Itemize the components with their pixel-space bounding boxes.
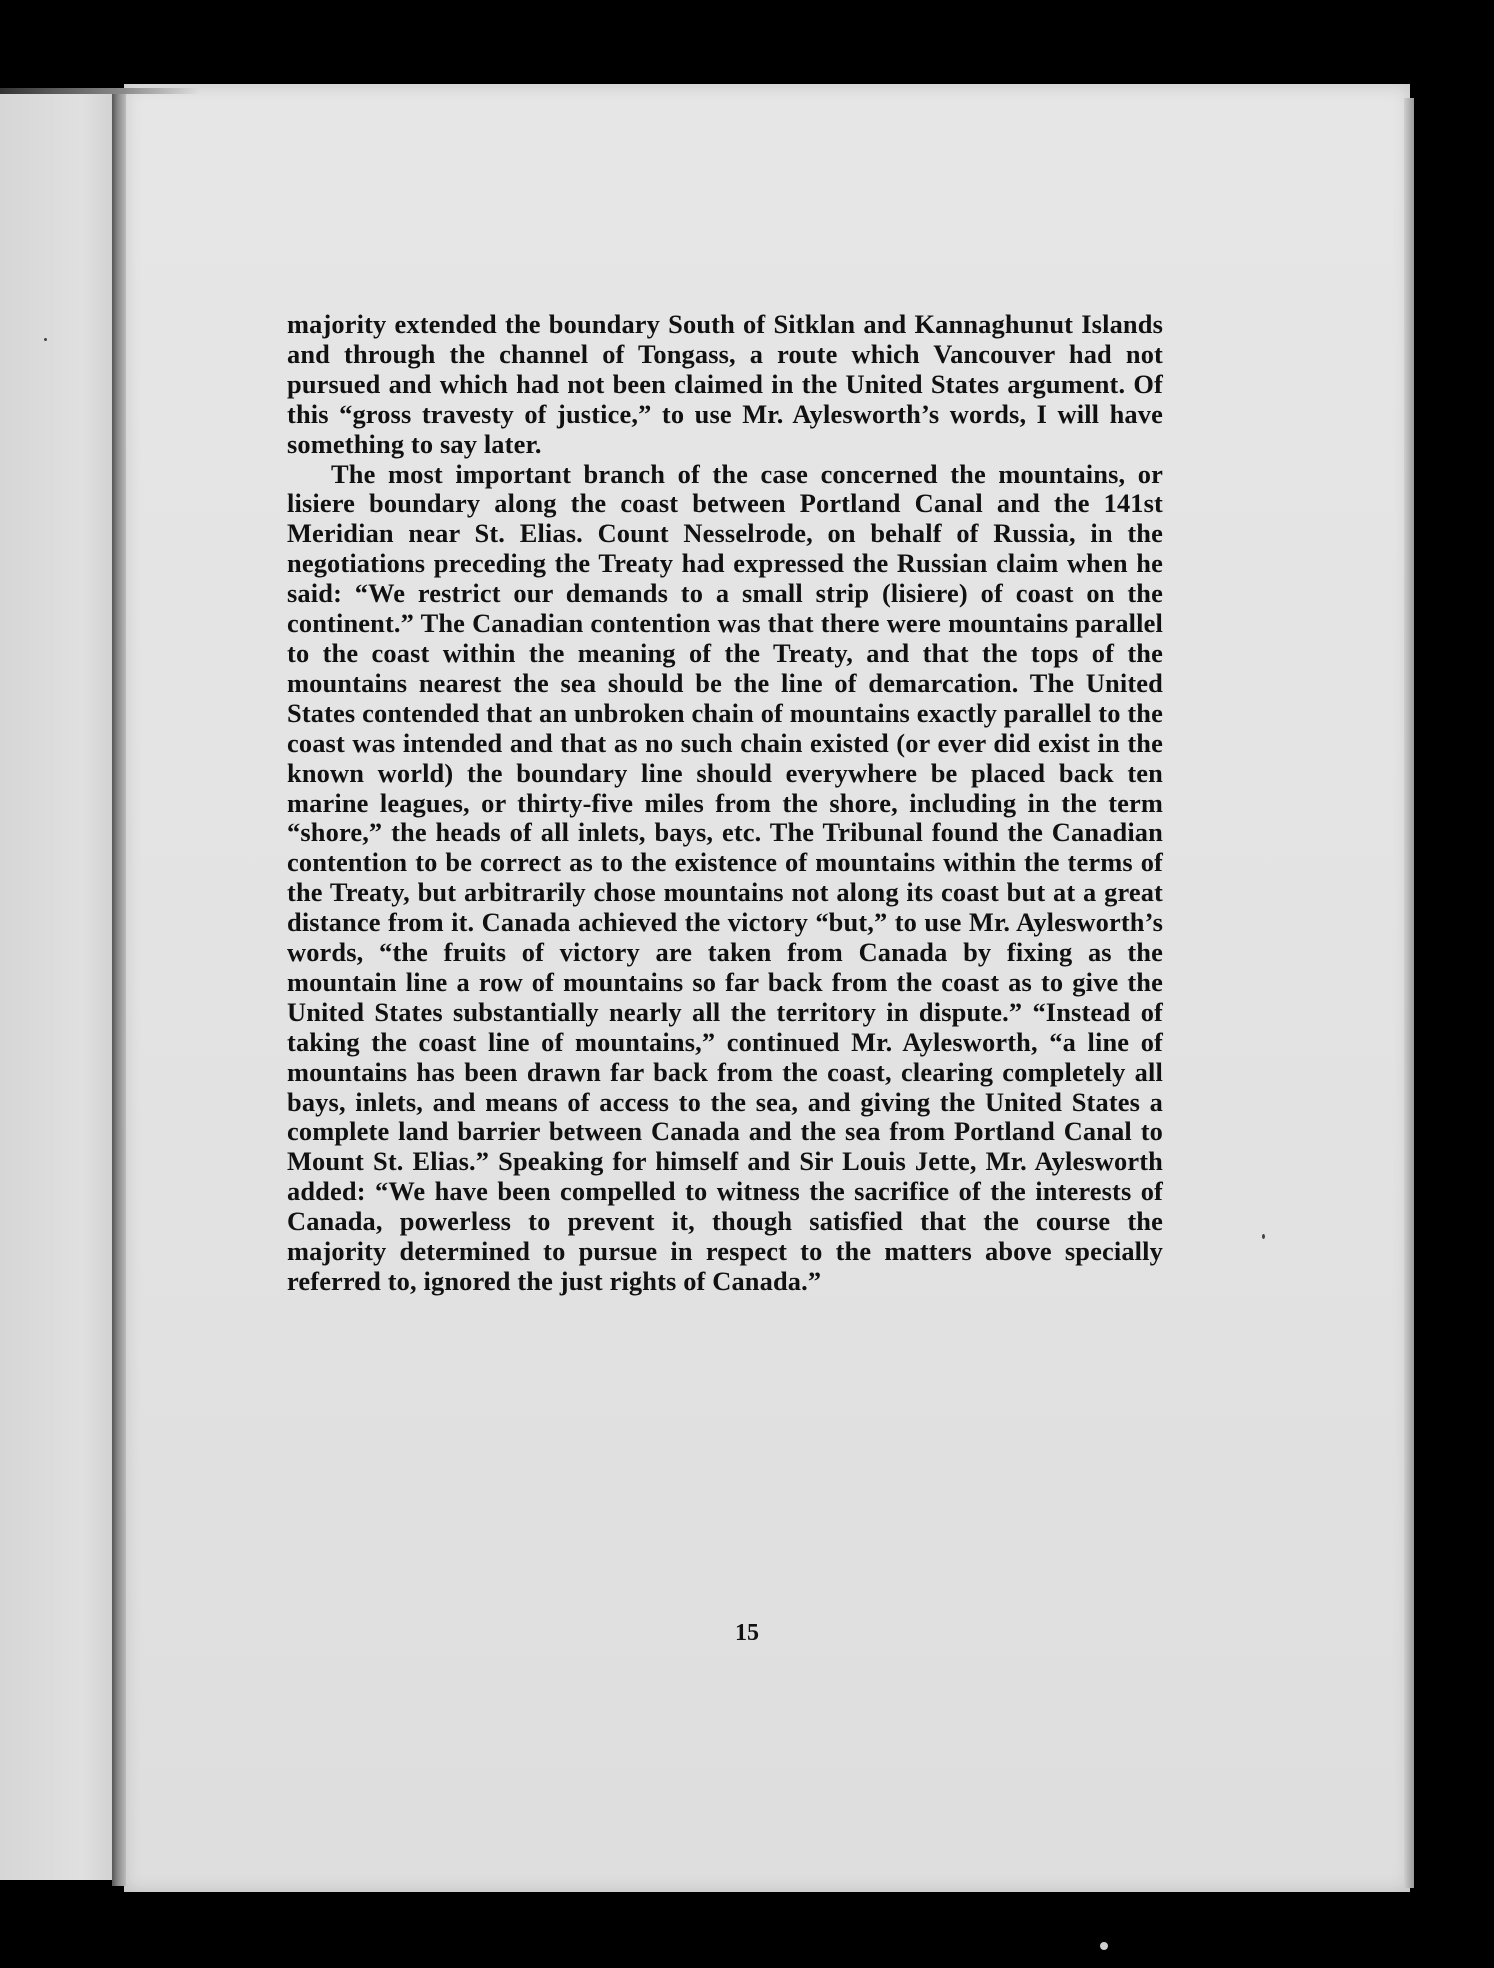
dust-speck — [1100, 1942, 1108, 1950]
paragraph: majority extended the boundary South of Sitklan and Kannaghunut Islands and through the channel of Tongass, a route which Vancouver had not pursued and which had not been claimed in the United States argument. Of this “gross travesty of justice,” to use Mr. Aylesworth’s words, I will have something to say later. — [287, 309, 1163, 459]
previous-page-edge — [0, 92, 118, 1880]
binding-edge — [0, 88, 200, 94]
gutter-shadow — [112, 88, 126, 1886]
body-text — [287, 310, 1163, 1297]
paragraph: The most important branch of the case concerned the mountains, or lisiere boundary along the coast between Portland Canal and the 141st Meridian near St. Elias. Count Nesselrode, on behalf of Russia, in the negotiations preceding the Treaty had expressed the Russian claim when he said: “We restrict our demands to a small strip (lisiere) of coast on the continent.” The Canadian contention was that there were mountains parallel to the coast within the meaning of the Treaty, and that the tops of the mountains nearest the sea should be the line of demarcation. The United States contended that an unbroken chain of mountains exactly parallel to the coast was intended and that as no such chain existed (or ever did exist in the known world) the boundary line should everywhere be placed back ten marine leagues, or thirty-five miles from the shore, including in the term “shore,” the heads of all inlets, bays, etc. The Tribunal found the Canadian contention to be correct as to the existence of mountains within the terms of the Treaty, but arbitrarily chose mountains not along its coast but at a great distance from it. Canada achieved the victory “but,” to use Mr. Aylesworth’s words, “the fruits of victory are taken from Canada by fixing as the mountain line a row of mountains so far back from the coast as to give the United States substantially nearly all the territory in dispute.” “Instead of taking the coast line of mountains,” continued Mr. Aylesworth, “a line of mountains has been drawn far back from the coast, clearing completely all bays, inlets, and means of access to the sea, and giving the United States a complete land barrier between Canada and the sea from Portland Canal to Mount St. Elias.” Speaking for himself and Sir Louis Jette, Mr. Aylesworth added: “We have been compelled to witness the sacrifice of the interests of Canada, powerless to prevent it, though satisfied that the course the majority determined to pursue in respect to the matters above specially referred to, ignored the just rights of Canada.” — [287, 458, 1163, 1296]
dust-speck — [44, 338, 47, 341]
dust-speck — [1262, 1234, 1265, 1239]
page-number: 15 — [735, 1620, 759, 1646]
